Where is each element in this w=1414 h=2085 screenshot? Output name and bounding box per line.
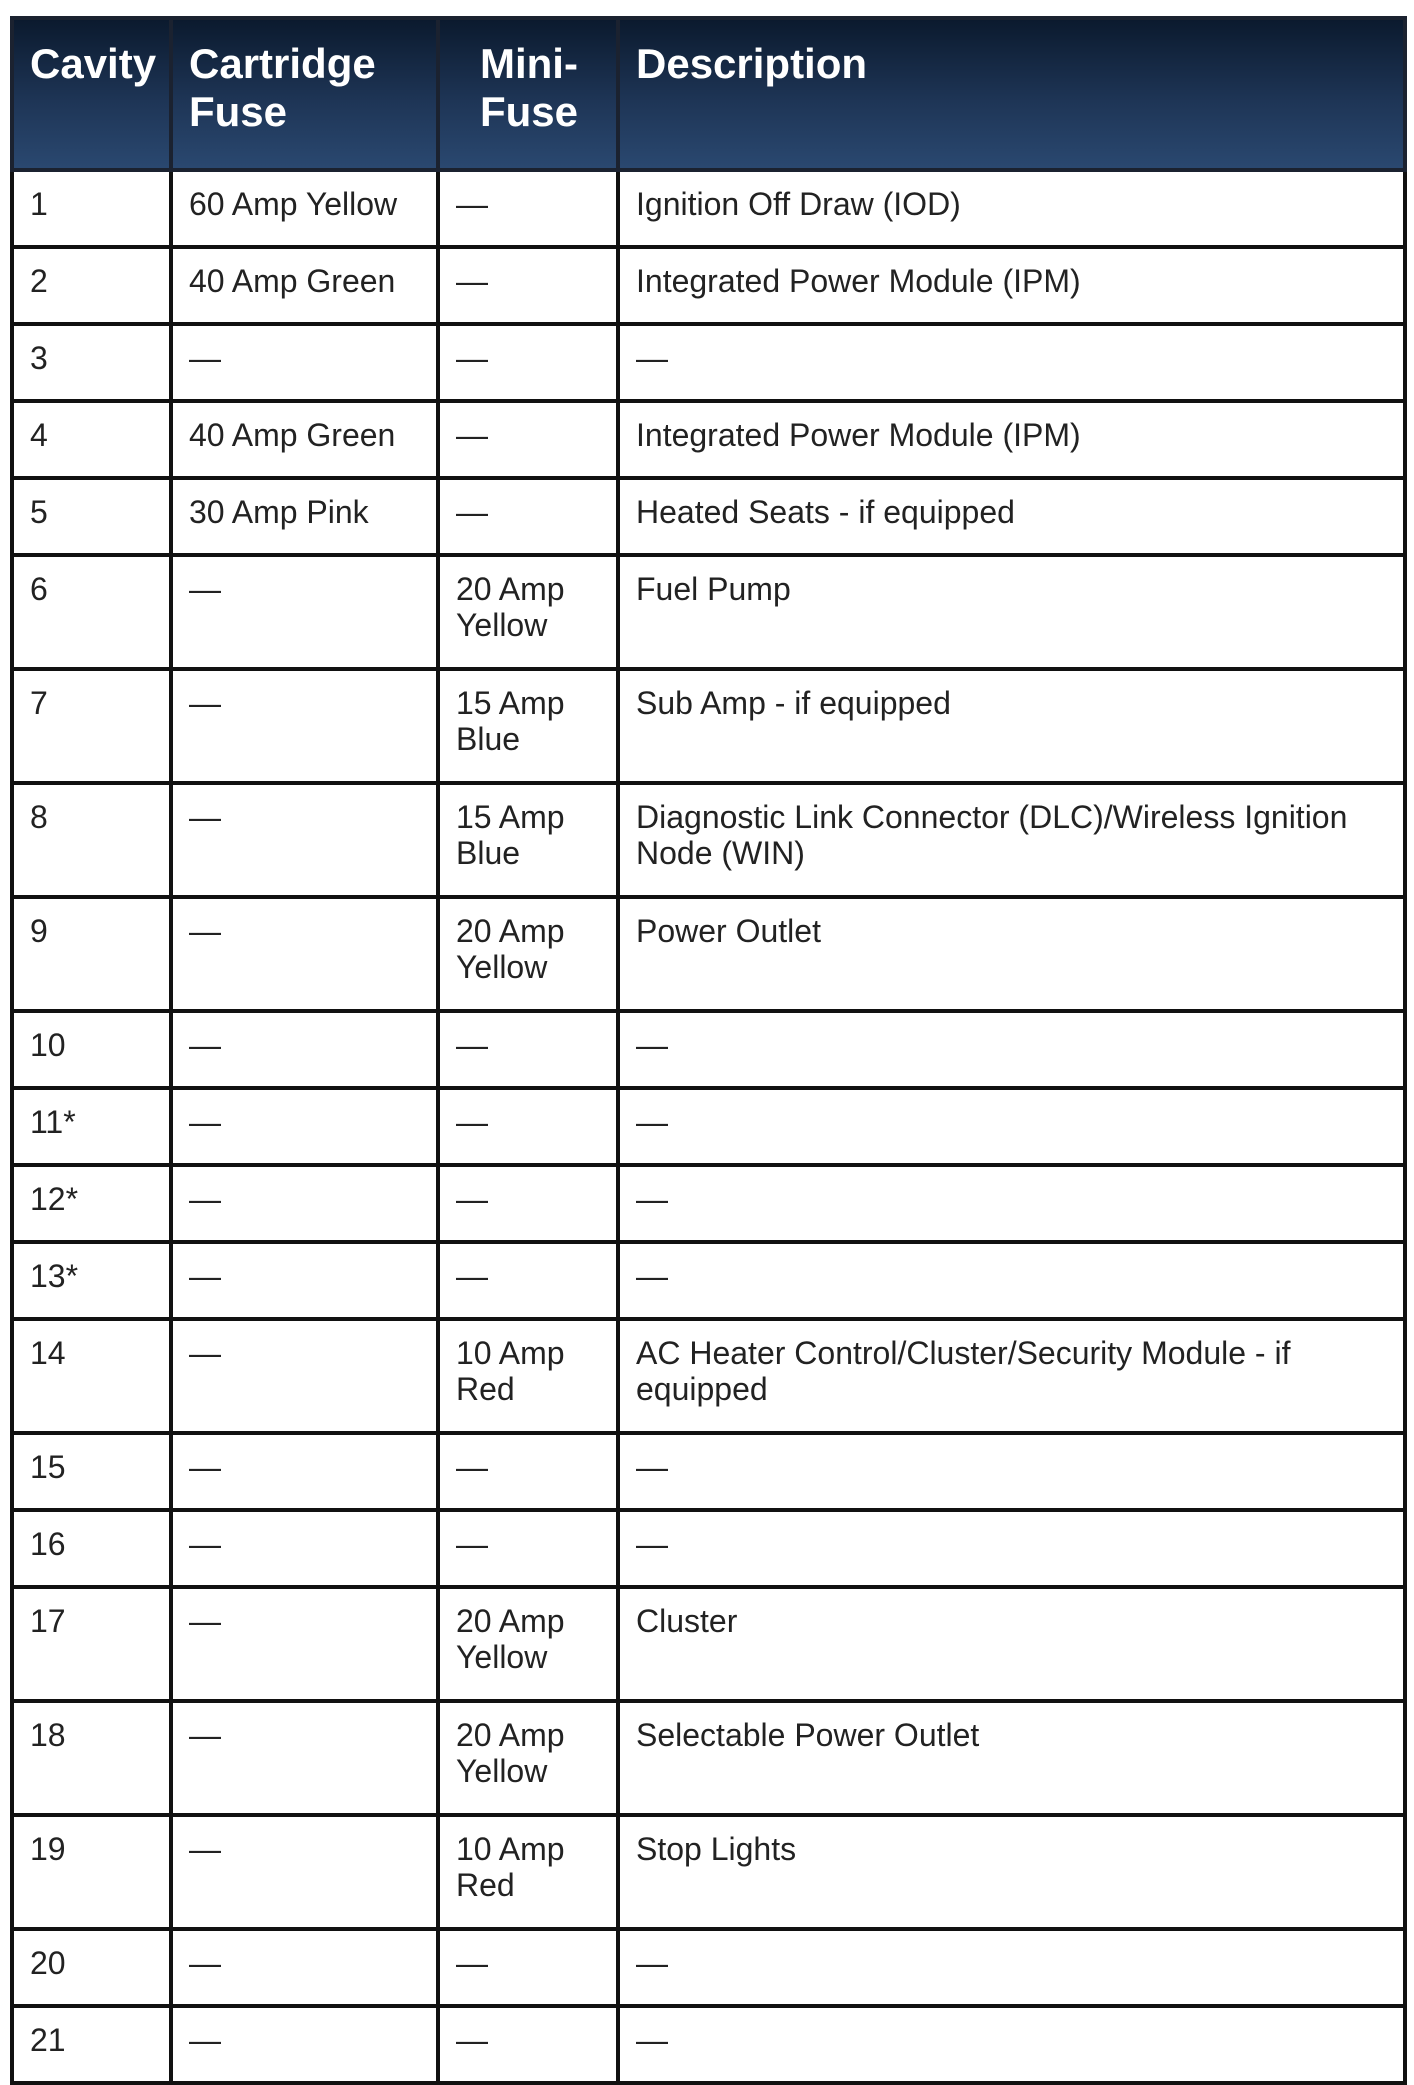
cavity-cell: 7 [12, 669, 171, 783]
cartridge-cell: — [171, 1242, 438, 1319]
cavity-cell: 18 [12, 1701, 171, 1815]
cartridge-cell: 30 Amp Pink [171, 478, 438, 555]
description-cell: Ignition Off Draw (IOD) [618, 170, 1405, 247]
table-row [12, 555, 1405, 669]
description-cell: Integrated Power Module (IPM) [618, 247, 1405, 324]
cartridge-cell: — [171, 1319, 438, 1433]
cartridge-cell: — [171, 1433, 438, 1510]
mini-fuse-cell: — [438, 478, 618, 555]
cavity-cell: 14 [12, 1319, 171, 1433]
mini-fuse-cell: — [438, 401, 618, 478]
cartridge-cell: 40 Amp Green [171, 247, 438, 324]
description-cell: — [618, 1510, 1405, 1587]
description-cell: — [618, 1011, 1405, 1088]
cartridge-cell: — [171, 1701, 438, 1815]
cavity-cell: 3 [12, 324, 171, 401]
header-cartridge-line2: Fuse [189, 88, 288, 135]
cavity-cell: 5 [12, 478, 171, 555]
cavity-cell: 21 [12, 2006, 171, 2083]
header-cavity [12, 18, 171, 170]
table-row [12, 170, 1405, 247]
description-cell: Diagnostic Link Connector (DLC)/Wireless Ignition Node (WIN) [618, 783, 1405, 897]
mini-fuse-cell: — [438, 1088, 618, 1165]
table-row [12, 1815, 1405, 1929]
description-cell: Selectable Power Outlet [618, 1701, 1405, 1815]
table-row [12, 1433, 1405, 1510]
description-cell: Stop Lights [618, 1815, 1405, 1929]
cavity-cell: 9 [12, 897, 171, 1011]
cavity-cell: 13* [12, 1242, 171, 1319]
mini-fuse-cell: — [438, 247, 618, 324]
fuse-table-container [10, 16, 1403, 2085]
header-mini-line2: Fuse [480, 88, 579, 135]
mini-fuse-cell: — [438, 1242, 618, 1319]
table-row [12, 324, 1405, 401]
header-cartridge-fuse [171, 18, 438, 170]
description-cell: Fuel Pump [618, 555, 1405, 669]
cavity-cell: 6 [12, 555, 171, 669]
fuse-table [10, 16, 1407, 2085]
table-row [12, 1587, 1405, 1701]
cartridge-cell: 60 Amp Yellow [171, 170, 438, 247]
cavity-cell: 15 [12, 1433, 171, 1510]
description-cell: — [618, 324, 1405, 401]
table-row [12, 1088, 1405, 1165]
mini-fuse-cell: 20 Amp Yellow [438, 1701, 618, 1815]
table-row [12, 2006, 1405, 2083]
header-mini-line1: Mini- [480, 40, 578, 87]
cavity-cell: 12* [12, 1165, 171, 1242]
table-row [12, 897, 1405, 1011]
cartridge-cell: — [171, 1510, 438, 1587]
cavity-cell: 1 [12, 170, 171, 247]
description-cell: — [618, 1929, 1405, 2006]
table-row [12, 1165, 1405, 1242]
description-cell: — [618, 1165, 1405, 1242]
cavity-cell: 19 [12, 1815, 171, 1929]
cartridge-cell: — [171, 783, 438, 897]
description-cell: AC Heater Control/Cluster/Security Module - if equipped [618, 1319, 1405, 1433]
mini-fuse-cell: 10 Amp Red [438, 1319, 618, 1433]
cavity-cell: 16 [12, 1510, 171, 1587]
cartridge-cell: — [171, 1011, 438, 1088]
mini-fuse-cell: — [438, 1011, 618, 1088]
table-row [12, 1701, 1405, 1815]
cavity-cell: 17 [12, 1587, 171, 1701]
table-row [12, 1319, 1405, 1433]
cavity-cell: 11* [12, 1088, 171, 1165]
table-row [12, 1011, 1405, 1088]
table-row [12, 247, 1405, 324]
mini-fuse-cell: — [438, 1433, 618, 1510]
cartridge-cell: — [171, 1088, 438, 1165]
mini-fuse-cell: 20 Amp Yellow [438, 1587, 618, 1701]
mini-fuse-cell: — [438, 324, 618, 401]
table-row [12, 783, 1405, 897]
description-cell: — [618, 2006, 1405, 2083]
mini-fuse-cell: — [438, 170, 618, 247]
table-row [12, 1510, 1405, 1587]
mini-fuse-cell: — [438, 1165, 618, 1242]
cavity-cell: 10 [12, 1011, 171, 1088]
cartridge-cell: — [171, 324, 438, 401]
description-cell: Power Outlet [618, 897, 1405, 1011]
cartridge-cell: — [171, 1587, 438, 1701]
mini-fuse-cell: 20 Amp Yellow [438, 555, 618, 669]
cartridge-cell: — [171, 1929, 438, 2006]
description-cell: — [618, 1433, 1405, 1510]
header-row [12, 18, 1405, 170]
cavity-cell: 4 [12, 401, 171, 478]
cartridge-cell: — [171, 2006, 438, 2083]
cavity-cell: 2 [12, 247, 171, 324]
description-cell: Sub Amp - if equipped [618, 669, 1405, 783]
header-cartridge-line1: Cartridge [189, 40, 376, 87]
table-row [12, 669, 1405, 783]
mini-fuse-cell: 15 Amp Blue [438, 783, 618, 897]
description-cell: — [618, 1242, 1405, 1319]
table-row [12, 1242, 1405, 1319]
description-cell: Cluster [618, 1587, 1405, 1701]
header-description [618, 18, 1405, 170]
mini-fuse-cell: — [438, 1929, 618, 2006]
description-cell: — [618, 1088, 1405, 1165]
header-cavity-label: Cavity [30, 40, 157, 87]
cartridge-cell: — [171, 1815, 438, 1929]
table-row [12, 478, 1405, 555]
mini-fuse-cell: 20 Amp Yellow [438, 897, 618, 1011]
cartridge-cell: — [171, 897, 438, 1011]
header-mini-fuse [438, 18, 618, 170]
mini-fuse-cell: — [438, 2006, 618, 2083]
cartridge-cell: — [171, 669, 438, 783]
description-cell: Integrated Power Module (IPM) [618, 401, 1405, 478]
mini-fuse-cell: 10 Amp Red [438, 1815, 618, 1929]
cartridge-cell: — [171, 1165, 438, 1242]
table-row [12, 401, 1405, 478]
cartridge-cell: — [171, 555, 438, 669]
header-description-label: Description [636, 40, 868, 87]
cartridge-cell: 40 Amp Green [171, 401, 438, 478]
description-cell: Heated Seats - if equipped [618, 478, 1405, 555]
cavity-cell: 20 [12, 1929, 171, 2006]
cavity-cell: 8 [12, 783, 171, 897]
mini-fuse-cell: 15 Amp Blue [438, 669, 618, 783]
mini-fuse-cell: — [438, 1510, 618, 1587]
table-row [12, 1929, 1405, 2006]
